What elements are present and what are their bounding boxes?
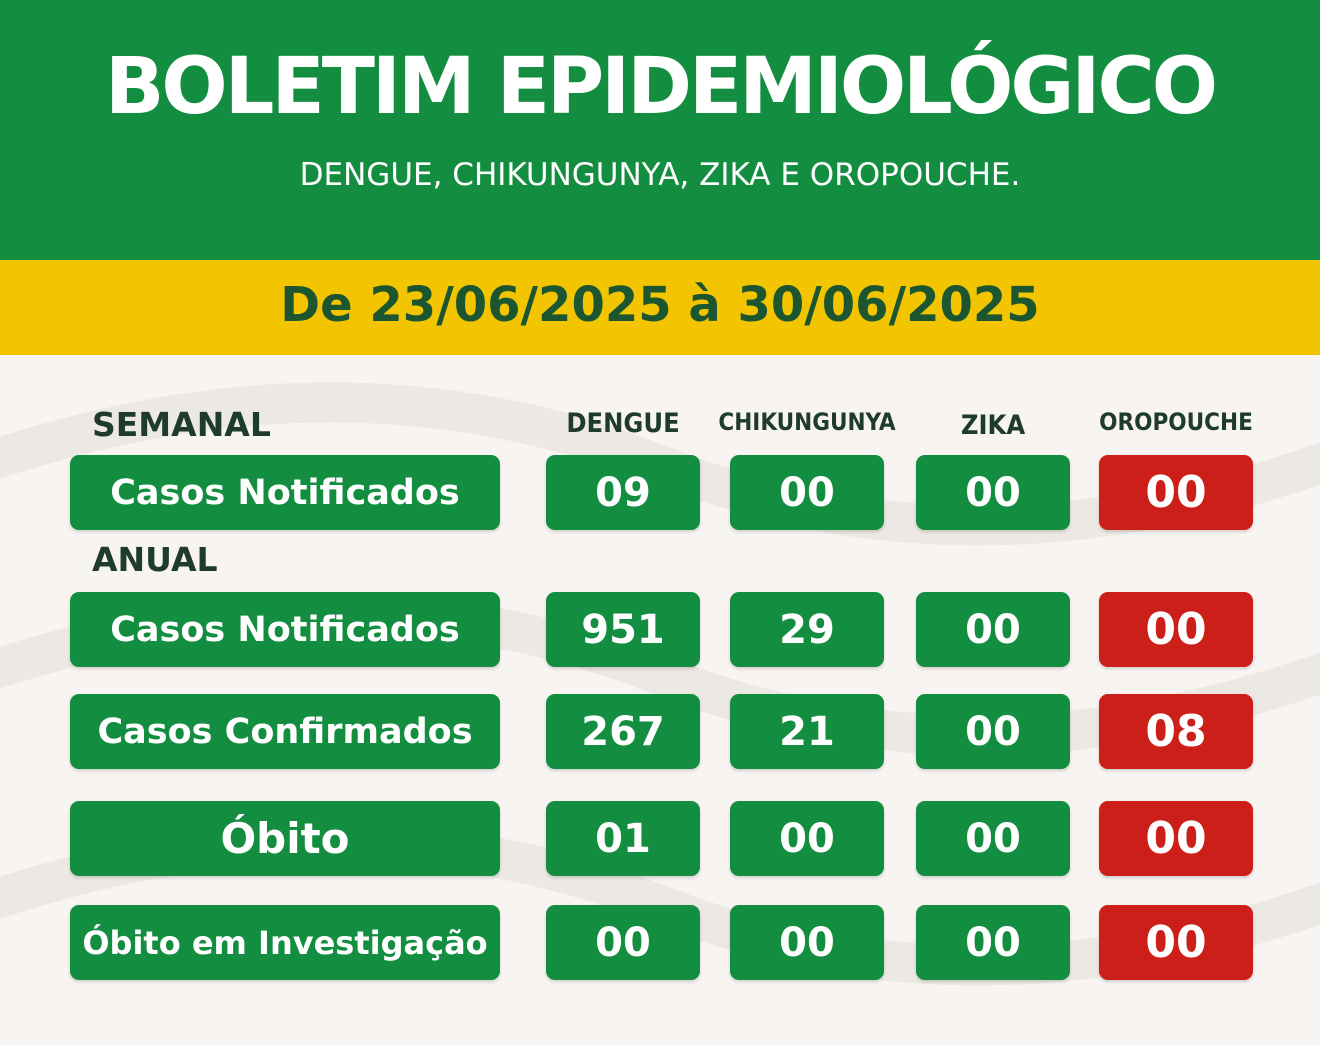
period-text: De 23/06/2025 à 30/06/2025 xyxy=(280,277,1040,333)
row-label-annual-notified: Casos Notificados xyxy=(70,592,500,667)
column-header-oropouche: OROPOUCHE xyxy=(1099,408,1253,436)
cell-weekly-notified-chikungunya: 00 xyxy=(730,455,884,530)
cell-deaths-zika: 00 xyxy=(916,801,1070,876)
section-annual: ANUAL xyxy=(92,540,218,579)
cell-annual-notified-chikungunya: 29 xyxy=(730,592,884,667)
cell-weekly-notified-oropouche: 00 xyxy=(1099,455,1253,530)
cell-confirmed-zika: 00 xyxy=(916,694,1070,769)
cell-annual-notified-oropouche: 00 xyxy=(1099,592,1253,667)
cell-deaths-investigation-oropouche: 00 xyxy=(1099,905,1253,980)
row-label-deaths-investigation: Óbito em Investigação xyxy=(70,905,500,980)
cell-deaths-oropouche: 00 xyxy=(1099,801,1253,876)
row-label-deaths: Óbito xyxy=(70,801,500,876)
cell-confirmed-dengue: 267 xyxy=(546,694,700,769)
cell-deaths-chikungunya: 00 xyxy=(730,801,884,876)
row-label-confirmed: Casos Confirmados xyxy=(70,694,500,769)
cell-weekly-notified-dengue: 09 xyxy=(546,455,700,530)
column-header-chikungunya: CHIKUNGUNYA xyxy=(718,408,896,436)
cell-weekly-notified-zika: 00 xyxy=(916,455,1070,530)
cell-confirmed-chikungunya: 21 xyxy=(730,694,884,769)
column-header-zika: ZIKA xyxy=(960,410,1026,441)
cell-deaths-dengue: 01 xyxy=(546,801,700,876)
page-subtitle: DENGUE, CHIKUNGUNYA, ZIKA E OROPOUCHE. xyxy=(299,157,1021,193)
cell-annual-notified-zika: 00 xyxy=(916,592,1070,667)
page-title: BOLETIM EPIDEMIOLÓGICO xyxy=(104,42,1216,132)
cell-deaths-investigation-zika: 00 xyxy=(916,905,1070,980)
cell-deaths-investigation-chikungunya: 00 xyxy=(730,905,884,980)
cell-deaths-investigation-dengue: 00 xyxy=(546,905,700,980)
section-weekly: SEMANAL xyxy=(92,405,271,444)
row-label-weekly-notified: Casos Notificados xyxy=(70,455,500,530)
cell-confirmed-oropouche: 08 xyxy=(1099,694,1253,769)
cell-annual-notified-dengue: 951 xyxy=(546,592,700,667)
column-header-dengue: DENGUE xyxy=(566,408,680,439)
